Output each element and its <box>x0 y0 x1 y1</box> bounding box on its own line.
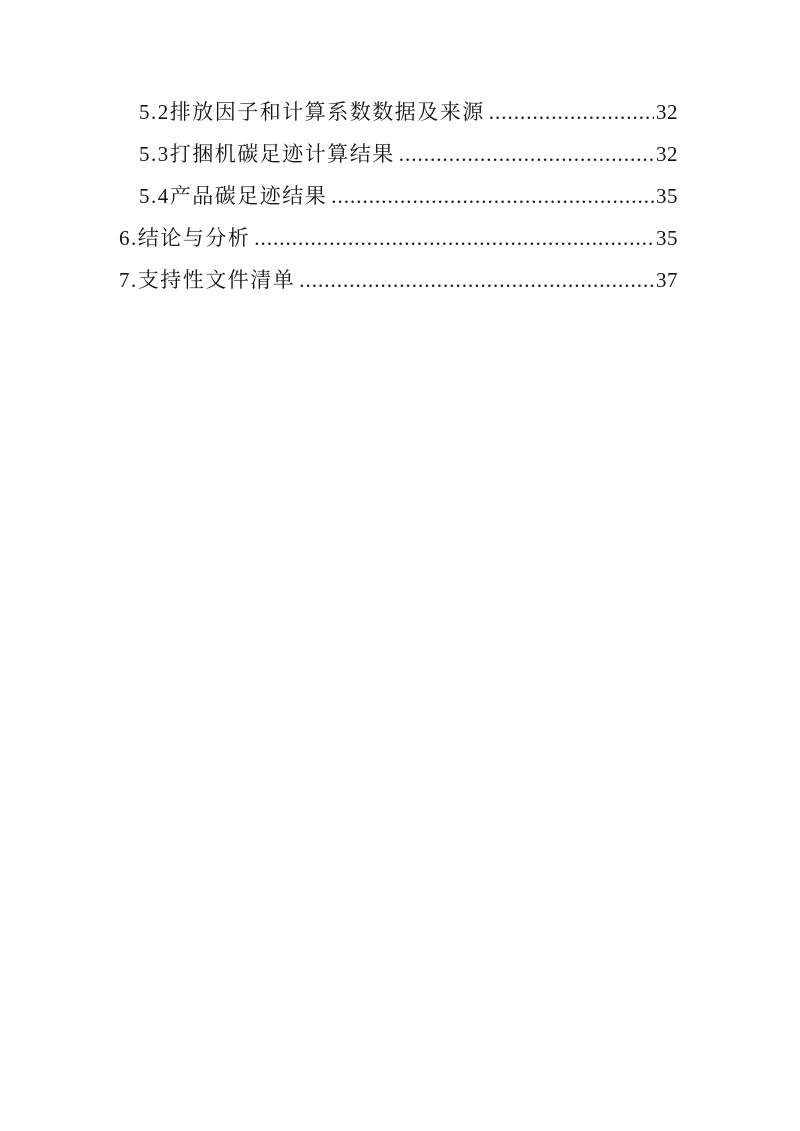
toc-entry-label: 6.结论与分析 <box>119 226 251 250</box>
toc-entry-label: 5.3打捆机碳足迹计算结果 <box>139 142 395 166</box>
toc-entry-page-number: 35 <box>656 184 678 208</box>
toc-entry[interactable] <box>119 133 678 175</box>
dot-leader <box>254 217 654 259</box>
toc-entry-page-number: 32 <box>656 142 678 166</box>
toc-entry[interactable] <box>119 175 678 217</box>
toc-entry-label: 5.2排放因子和计算系数数据及来源 <box>139 100 485 124</box>
dot-leader <box>399 133 654 175</box>
toc-entry-page-number: 35 <box>656 226 678 250</box>
toc-entry-page-number: 32 <box>656 100 678 124</box>
toc-entry[interactable] <box>119 217 678 259</box>
dot-leader <box>331 175 654 217</box>
toc-entry-page-number: 37 <box>656 268 678 292</box>
toc-entry[interactable] <box>119 91 678 133</box>
table-of-contents <box>0 91 800 301</box>
dot-leader <box>489 91 654 133</box>
toc-entry-label: 7.支持性文件清单 <box>119 268 296 292</box>
dot-leader <box>299 259 654 301</box>
toc-entry-label: 5.4产品碳足迹结果 <box>139 184 328 208</box>
toc-entry[interactable] <box>119 259 678 301</box>
